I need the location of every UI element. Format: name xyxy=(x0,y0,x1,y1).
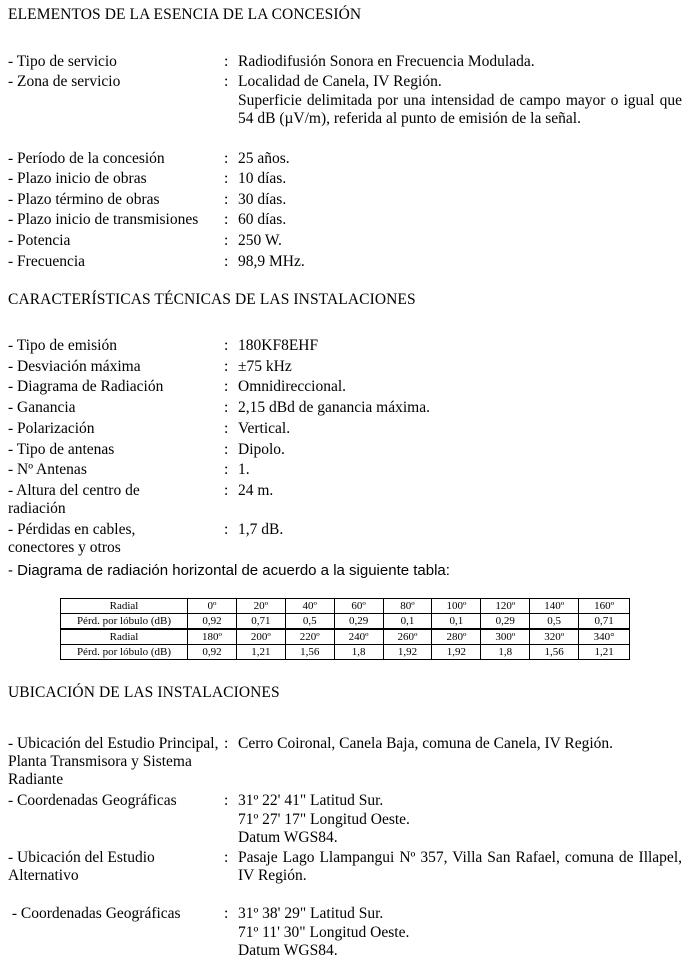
table-cell: 100º xyxy=(432,599,481,614)
label-coordenadas-alternativo: - Coordenadas Geográficas xyxy=(8,905,181,922)
table-cell: 320º xyxy=(530,629,579,645)
label-diagrama-radiacion: - Diagrama de Radiación xyxy=(8,378,164,395)
table-cell: 280º xyxy=(432,629,481,645)
label-altura-centro-radiacion: - Altura del centro de radiación xyxy=(8,482,140,517)
table-cell: 200º xyxy=(236,629,285,645)
label-plazo-inicio-obras: - Plazo inicio de obras xyxy=(8,170,147,187)
table-cell: 0,5 xyxy=(285,614,334,630)
table-cell: Radial xyxy=(61,629,188,645)
table-cell: 80º xyxy=(383,599,432,614)
table-cell: Pérd. por lóbulo (dB) xyxy=(61,614,188,630)
value-tipo-servicio: Radiodifusión Sonora en Frecuencia Modulada. xyxy=(238,53,535,70)
table-cell: 0,71 xyxy=(236,614,285,630)
label-estudio-principal: - Ubicación del Estudio Principal, Planta Transmisora y Sistema Radiante xyxy=(8,735,219,788)
label-desviacion-maxima: - Desviación máxima xyxy=(8,358,141,375)
radiation-table xyxy=(60,598,630,660)
colon: : xyxy=(224,849,229,866)
value-zona-servicio-detail: Superficie delimitada por una intensidad de campo mayor o igual que 54 dB (µV/m), referida al punto de emisión de la señal. xyxy=(238,92,682,127)
table-intro: - Diagrama de radiación horizontal de acuerdo a la siguiente tabla: xyxy=(8,562,450,579)
table-cell: 140º xyxy=(530,599,579,614)
colon: : xyxy=(224,420,229,437)
table-cell: Pérd. por lóbulo (dB) xyxy=(61,645,188,660)
colon: : xyxy=(224,521,229,538)
table-cell: 60º xyxy=(334,599,383,614)
table-cell: 0,92 xyxy=(188,645,237,660)
value-tipo-antenas: Dipolo. xyxy=(238,441,285,458)
colon: : xyxy=(224,358,229,375)
value-plazo-termino-obras: 30 días. xyxy=(238,191,287,208)
table-row xyxy=(61,599,630,614)
value-ganancia: 2,15 dBd de ganancia máxima. xyxy=(238,399,430,416)
label-numero-antenas: - Nº Antenas xyxy=(8,461,87,478)
value-numero-antenas: 1. xyxy=(238,461,250,478)
label-tipo-servicio: - Tipo de servicio xyxy=(8,53,117,70)
table-cell: 1,56 xyxy=(530,645,579,660)
colon: : xyxy=(224,378,229,395)
colon: : xyxy=(224,232,229,249)
value-latitud-alternativo: 31º 38' 29" Latitud Sur. xyxy=(238,905,384,922)
label-frecuencia: - Frecuencia xyxy=(8,253,86,270)
value-altura-centro-radiacion: 24 m. xyxy=(238,482,274,499)
colon: : xyxy=(224,150,229,167)
label-ganancia: - Ganancia xyxy=(8,399,76,416)
table-cell: 1,92 xyxy=(432,645,481,660)
value-polarizacion: Vertical. xyxy=(238,420,291,437)
value-potencia: 250 W. xyxy=(238,232,282,249)
value-longitud-alternativo: 71º 11' 30" Longitud Oeste. xyxy=(238,924,410,941)
label-periodo-concesion: - Período de la concesión xyxy=(8,150,165,167)
value-plazo-inicio-transmisiones: 60 días. xyxy=(238,211,287,228)
colon: : xyxy=(224,73,229,90)
value-tipo-emision: 180KF8EHF xyxy=(238,337,319,354)
section-title-elements: ELEMENTOS DE LA ESENCIA DE LA CONCESIÓN xyxy=(8,6,362,23)
label-tipo-emision: - Tipo de emisión xyxy=(8,337,117,354)
value-estudio-principal: Cerro Coironal, Canela Baja, comuna de Canela, IV Región. xyxy=(238,735,614,752)
table-cell: 0,29 xyxy=(481,614,530,630)
value-periodo-concesion: 25 años. xyxy=(238,150,290,167)
table-cell: 220º xyxy=(285,629,334,645)
table-cell: 40º xyxy=(285,599,334,614)
value-estudio-alternativo: Pasaje Lago Llampangui Nº 357, Villa San Rafael, comuna de Illapel, IV Región. xyxy=(238,849,682,884)
label-polarizacion: - Polarización xyxy=(8,420,95,437)
value-frecuencia: 98,9 MHz. xyxy=(238,253,305,270)
table-row xyxy=(61,629,630,645)
table-cell: Radial xyxy=(61,599,188,614)
colon: : xyxy=(224,191,229,208)
colon: : xyxy=(224,461,229,478)
label-plazo-inicio-transmisiones: - Plazo inicio de transmisiones xyxy=(8,211,199,228)
colon: : xyxy=(224,337,229,354)
table-cell: 0,5 xyxy=(530,614,579,630)
table-cell: 340° xyxy=(579,629,630,645)
label-plazo-termino-obras: - Plazo término de obras xyxy=(8,191,160,208)
section-title-technical: CARACTERÍSTICAS TÉCNICAS DE LAS INSTALACIONES xyxy=(8,291,416,308)
table-cell: 0,71 xyxy=(579,614,630,630)
table-cell: 160º xyxy=(579,599,630,614)
table-cell: 1,56 xyxy=(285,645,334,660)
table-cell: 260º xyxy=(383,629,432,645)
colon: : xyxy=(224,399,229,416)
colon: : xyxy=(224,482,229,499)
value-longitud-principal: 71º 27' 17" Longitud Oeste. xyxy=(238,811,410,828)
label-tipo-antenas: - Tipo de antenas xyxy=(8,441,115,458)
table-cell: 180º xyxy=(188,629,237,645)
label-estudio-alternativo: - Ubicación del Estudio Alternativo xyxy=(8,849,155,884)
table-cell: 1,92 xyxy=(383,645,432,660)
value-perdidas-cables: 1,7 dB. xyxy=(238,521,284,538)
colon: : xyxy=(224,905,229,922)
value-desviacion-maxima: ±75 kHz xyxy=(238,358,292,375)
table-cell: 20º xyxy=(236,599,285,614)
label-perdidas-cables: - Pérdidas en cables, conectores y otros xyxy=(8,521,136,556)
table-row xyxy=(61,614,630,630)
colon: : xyxy=(224,441,229,458)
colon: : xyxy=(224,735,229,752)
table-cell: 240º xyxy=(334,629,383,645)
table-cell: 120º xyxy=(481,599,530,614)
label-potencia: - Potencia xyxy=(8,232,71,249)
value-plazo-inicio-obras: 10 días. xyxy=(238,170,287,187)
value-diagrama-radiacion: Omnidireccional. xyxy=(238,378,347,395)
table-row xyxy=(61,645,630,660)
table-cell: 0,1 xyxy=(432,614,481,630)
colon: : xyxy=(224,170,229,187)
colon: : xyxy=(224,211,229,228)
label-coordenadas-principal: - Coordenadas Geográficas xyxy=(8,792,177,809)
table-cell: 0º xyxy=(188,599,237,614)
table-cell: 300º xyxy=(481,629,530,645)
section-title-location: UBICACIÓN DE LAS INSTALACIONES xyxy=(8,684,280,701)
label-zona-servicio: - Zona de servicio xyxy=(8,73,121,90)
table-cell: 1,8 xyxy=(481,645,530,660)
table-cell: 1,8 xyxy=(334,645,383,660)
table-cell: 0,29 xyxy=(334,614,383,630)
value-zona-servicio: Localidad de Canela, IV Región. xyxy=(238,73,442,90)
colon: : xyxy=(224,53,229,70)
value-latitud-principal: 31º 22' 41" Latitud Sur. xyxy=(238,792,384,809)
table-cell: 1,21 xyxy=(236,645,285,660)
value-datum-principal: Datum WGS84. xyxy=(238,829,338,846)
colon: : xyxy=(224,792,229,809)
table-cell: 0,1 xyxy=(383,614,432,630)
colon: : xyxy=(224,253,229,270)
table-cell: 1,21 xyxy=(579,645,630,660)
value-datum-alternativo: Datum WGS84. xyxy=(238,942,338,959)
table-cell: 0,92 xyxy=(188,614,237,630)
